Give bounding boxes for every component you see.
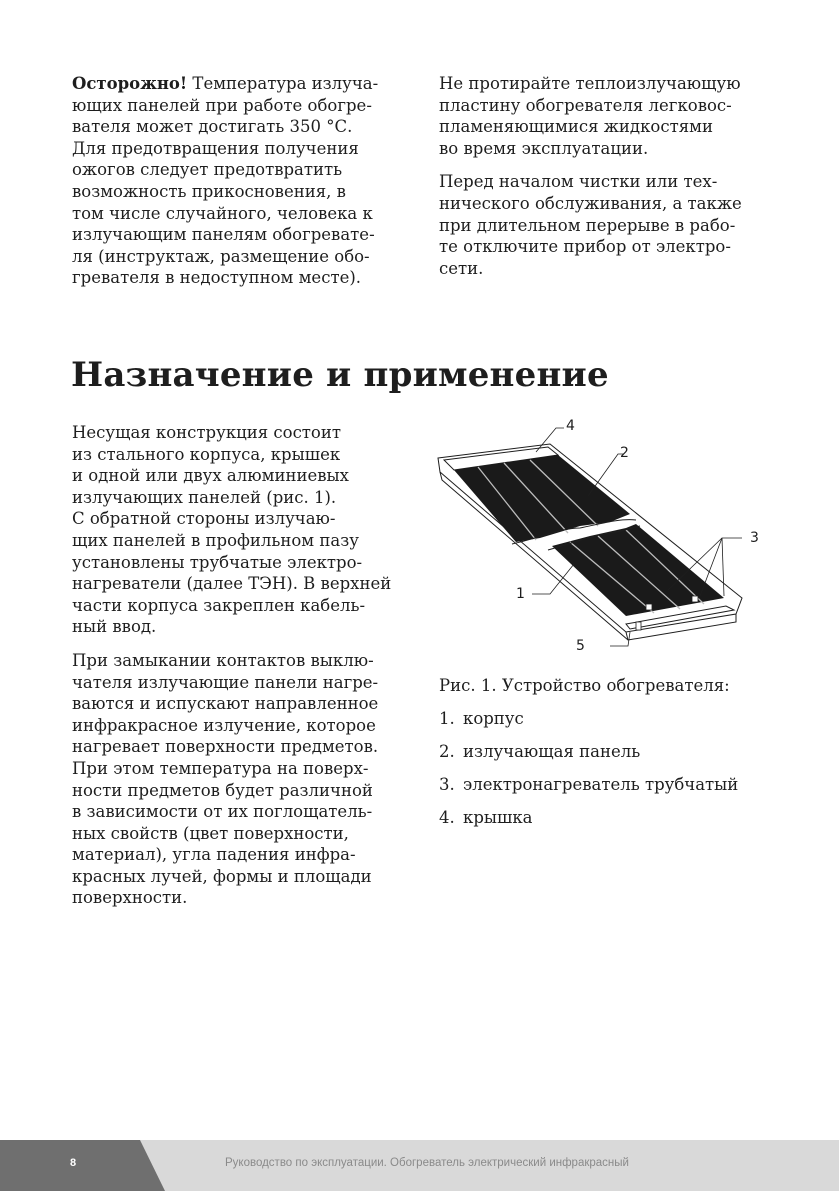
text-line: С обратной стороны излучаю- bbox=[72, 509, 336, 529]
text-line: красных лучей, формы и площади bbox=[72, 866, 372, 886]
text-line: инфракрасное излучение, которое bbox=[72, 715, 376, 735]
text-line: При этом температура на поверх- bbox=[72, 758, 369, 778]
text-line: пламеняющимися жидкостями bbox=[439, 117, 713, 137]
callout-3: 3 bbox=[750, 530, 759, 546]
section-title: Назначение и применение bbox=[71, 355, 609, 395]
legend-text: крышка bbox=[463, 808, 533, 827]
warning-paragraph bbox=[72, 73, 417, 289]
text-line: из стального корпуса, крышек bbox=[72, 444, 341, 464]
text-line: те отключите прибор от электро- bbox=[439, 237, 731, 257]
legend-item bbox=[439, 709, 799, 728]
text-line: во время эксплуатации. bbox=[439, 138, 649, 158]
text-line: ных свойств (цвет поверхности, bbox=[72, 823, 349, 843]
text-line: сети. bbox=[439, 258, 484, 278]
legend-item bbox=[439, 775, 799, 794]
text-line: Не протирайте теплоизлучающую bbox=[439, 74, 741, 93]
text-line: пластину обогревателя легковос- bbox=[439, 95, 732, 115]
text-line: ности предметов будет различной bbox=[72, 780, 373, 800]
footer-dark-band bbox=[0, 1140, 165, 1191]
text-line: излучающим панелям обогревате- bbox=[72, 225, 375, 245]
text-line: возможность прикосновения, в bbox=[72, 181, 346, 201]
figure-caption: Рис. 1. Устройство обогревателя: bbox=[439, 676, 730, 695]
callout-5: 5 bbox=[576, 638, 585, 654]
text-line: щих панелей в профильном пазу bbox=[72, 530, 359, 550]
text-line: При замыкании контактов выклю- bbox=[72, 650, 374, 670]
text-line: материал), угла падения инфра- bbox=[72, 845, 356, 865]
figure-caption-block bbox=[439, 676, 799, 841]
text-line: поверхности. bbox=[72, 888, 188, 908]
text-line: нагревает поверхности предметов. bbox=[72, 737, 379, 757]
text-line: гревателя в недоступном месте). bbox=[72, 268, 362, 288]
care-paragraph-2 bbox=[439, 171, 784, 279]
figure-legend bbox=[439, 709, 799, 827]
legend-number: 2. bbox=[439, 742, 455, 761]
text-line: ющих панелей при работе обогре- bbox=[72, 95, 372, 115]
text-line: и одной или двух алюминиевых bbox=[72, 466, 349, 486]
text-line: Температура излуча- bbox=[187, 74, 379, 93]
text-line: при длительном перерыве в рабо- bbox=[439, 215, 736, 235]
text-line: ожогов следует предотвратить bbox=[72, 160, 343, 180]
text-line: Несущая конструкция состоит bbox=[72, 423, 341, 442]
heater-drawing bbox=[430, 410, 770, 660]
page-number: 8 bbox=[70, 1157, 77, 1169]
legend-item bbox=[439, 742, 799, 761]
text-line: Для предотвращения получения bbox=[72, 138, 359, 158]
text-line: ля (инструктаж, размещение обо- bbox=[72, 246, 370, 266]
text-line: ваются и испускают направленное bbox=[72, 694, 379, 714]
text-line: том числе случайного, человека к bbox=[72, 203, 373, 223]
callout-4: 4 bbox=[566, 418, 575, 434]
text-line: установлены трубчатые электро- bbox=[72, 552, 363, 572]
footer-text: Руководство по эксплуатации. Обогреватель электрический инфракрасный bbox=[225, 1157, 629, 1169]
text-line: чателя излучающие панели нагре- bbox=[72, 672, 379, 692]
text-line: вателя может достигать 350 °С. bbox=[72, 117, 353, 137]
legend-text: излучающая панель bbox=[463, 742, 641, 761]
text-line: ный ввод. bbox=[72, 617, 157, 637]
legend-text: электронагреватель трубчатый bbox=[463, 775, 739, 794]
description-paragraph-2 bbox=[72, 650, 422, 909]
care-block bbox=[439, 73, 784, 291]
text-line: в зависимости от их поглощатель- bbox=[72, 802, 373, 822]
callout-2: 2 bbox=[620, 445, 629, 461]
page-footer bbox=[0, 1140, 839, 1191]
legend-number: 1. bbox=[439, 709, 455, 728]
heater-figure bbox=[430, 410, 770, 660]
description-paragraph-1 bbox=[72, 422, 422, 638]
text-line: части корпуса закреплен кабель- bbox=[72, 595, 366, 615]
radiating-panel bbox=[454, 455, 724, 630]
text-line: нагреватели (далее ТЭН). В верхней bbox=[72, 574, 392, 594]
warning-label: Осторожно! bbox=[72, 74, 188, 93]
callout-1: 1 bbox=[516, 586, 525, 602]
text-line: нического обслуживания, а также bbox=[439, 193, 742, 213]
text-line: Перед началом чистки или тех- bbox=[439, 172, 718, 192]
legend-item bbox=[439, 808, 799, 827]
legend-number: 4. bbox=[439, 808, 455, 827]
care-paragraph-1 bbox=[439, 73, 784, 159]
legend-text: корпус bbox=[463, 709, 524, 728]
description-block bbox=[72, 422, 422, 921]
text-line: излучающих панелей (рис. 1). bbox=[72, 487, 337, 507]
warning-block bbox=[72, 73, 417, 301]
legend-number: 3. bbox=[439, 775, 455, 794]
